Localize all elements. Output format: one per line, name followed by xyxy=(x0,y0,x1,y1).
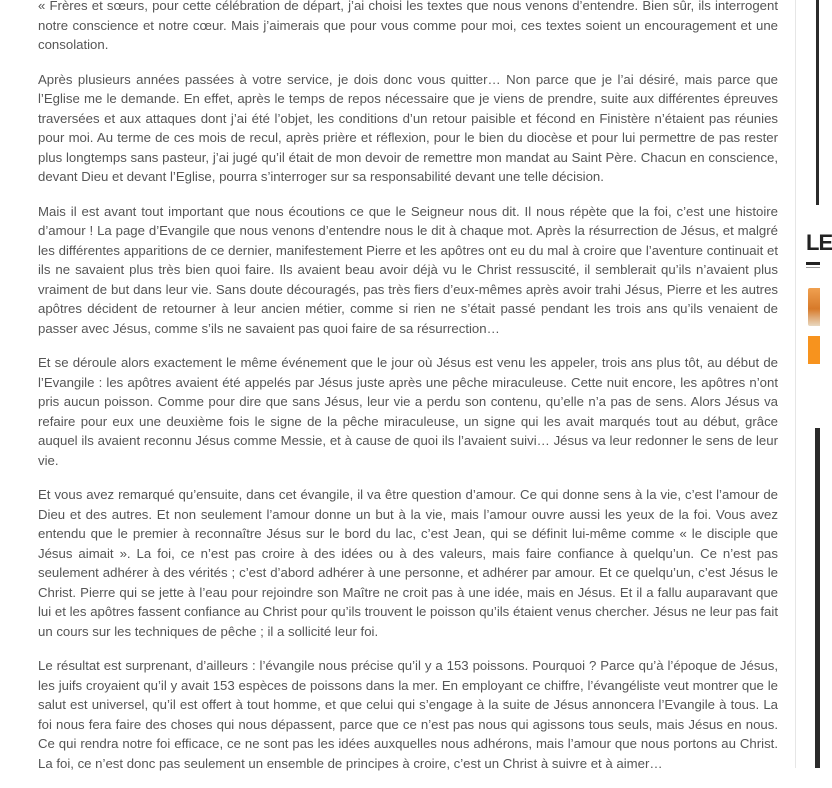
sidebar-dark-panel xyxy=(815,428,820,768)
article-paragraph-5: Et vous avez remarqué qu’ensuite, dans cet évangile, il va être question d’amour. Ce qui donne sens à la vie, c’est l’amour de Dieu et des autres. Et non seulement l’amour donne un but à la vie, mais l’amour ouvre aussi les yeux de la foi. Vous avez entendu que le premier à reconnaître Jésus sur le bord du lac, c’est Jean, qui se définit lui-même comme « le disciple que Jésus aimait ». La foi, ce n’est pas croire à des idées ou à des valeurs, mais faire confiance à quelqu’un. Ce n’est pas seulement adhérer à des vérités ; c’est d’abord adhérer à une personne, et adhérer par amour. Et ce quelqu’un, c’est Jésus le Christ. Pierre qui se jette à l’eau pour rejoindre son Maître ne croit pas à une idée, mais en Jésus. Et il a fallu auparavant que lui et les apôtres fassent confiance au Christ pour qu’ils trouvent le poisson qu’ils étaient venus chercher. Jésus ne leur pas fait un cours sur les techniques de pêche ; il a sollicité leur foi. xyxy=(38,487,778,639)
article-paragraph-2: Après plusieurs années passées à votre service, je dois donc vous quitter… Non parce que je l’ai désiré, mais parce que l’Eglise me le demande. En effet, après le temps de repos nécessaire que je viens de prendre, suite aux différentes épreuves traversées et aux attaques dont j’ai été l’objet, les conditions d’un retour paisible et fécond en Finistère n’étaient pas réunies pour moi. Au terme de ces mois de recul, après prière et réflexion, pour le bien du diocèse et pour lui permettre de pas rester plus longtemps sans pasteur, j’ai jugé qu’il était de mon devoir de remettre mon mandat au Saint Père. Chacun en conscience, devant Dieu et devant l’Eglise, pourra s’interroger sur sa responsabilité devant une telle décision. xyxy=(38,71,778,184)
article-body xyxy=(38,0,778,788)
column-divider xyxy=(795,0,796,768)
sidebar-heading-rule xyxy=(806,267,820,268)
sidebar-heading-underline xyxy=(806,262,820,265)
article-paragraph-6: Le résultat est surprenant, d’ailleurs : l’évangile nous précise qu’il y a 153 poissons. Pourquoi ? Parce qu’à l’époque de Jésus, les juifs croyaient qu’il y avait 153 espèces de poissons dans la mer. En employant ce chiffre, l’évangéliste veut montrer que le salut est universel, qu’il est offert à tout homme, et que celui qui s’engage à la suite de Jésus annoncera l’Evangile à tous. La foi nous fera faire des choses qui nous dépassent, parce que ce n’est pas nous qui agissons tous seuls, mais Jésus en nous. Ce qui rendra notre foi efficace, ce ne sont pas les idées auxquelles nous adhérons, mais l’amour que nous portons au Christ. La foi, ce n’est donc pas seulement un ensemble de principes à croire, c’est un Christ à suivre et à aimer… xyxy=(38,658,778,771)
sidebar-dark-banner xyxy=(816,0,819,205)
article-paragraph-1: « Frères et sœurs, pour cette célébration de départ, j’ai choisi les textes que nous venons d’entendre. Bien sûr, ils interrogent notre conscience et notre cœur. Mais j’aimerais que pour vous comme pour moi, ces textes soient un encouragement et une consolation. xyxy=(38,0,778,52)
article-paragraph-4: Et se déroule alors exactement le même événement que le jour où Jésus est venu les appeler, trois ans plus tôt, au début de l’Evangile : les apôtres avaient été appelés par Jésus juste après une pêche miraculeuse. Cette nuit encore, les apôtres n’ont pris aucun poisson. Comme pour dire que sans Jésus, leur vie a perdu son contenu, qu’elle n’a pas de sens. Alors Jésus va refaire pour eux une deuxième fois le signe de la pêche miraculeuse, un signe qui les avait marqués tout au début, grâce auquel ils avaient reconnu Jésus comme Messie, et à cause de quoi ils l’avaient suivi… Jésus va leur redonner le sens de leur vie. xyxy=(38,355,778,468)
sidebar-heading: LE xyxy=(806,230,832,255)
sidebar-thumbnail[interactable] xyxy=(808,288,820,326)
article-paragraph-3: Mais il est avant tout important que nous écoutions ce que le Seigneur nous dit. Il nous répète que la foi, c’est une histoire d’amour ! La page d’Evangile que nous venons d’entendre nous le dit à chaque mot. Après la résurrection de Jésus, et malgré les différentes apparitions de ce dernier, manifestement Pierre et les apôtres ont eu du mal à croire que l’aventure continuait et ils ne savaient plus très bien quoi faire. Ils avaient beau avoir déjà vu le Christ ressuscité, il semblerait qu’ils n’avaient plus vraiment de but dans leur vie. Sans doute découragés, pas très fiers d’eux-mêmes après avoir trahi Jésus, Pierre et les autres apôtres décident de retourner à leur ancien métier, comme si rien ne s’était passé pendant les trois ans qu’ils venaient de passer avec Jésus, comme s’ils ne savaient pas quoi faire de sa résurrection… xyxy=(38,203,778,336)
sidebar-orange-button[interactable] xyxy=(808,336,820,364)
